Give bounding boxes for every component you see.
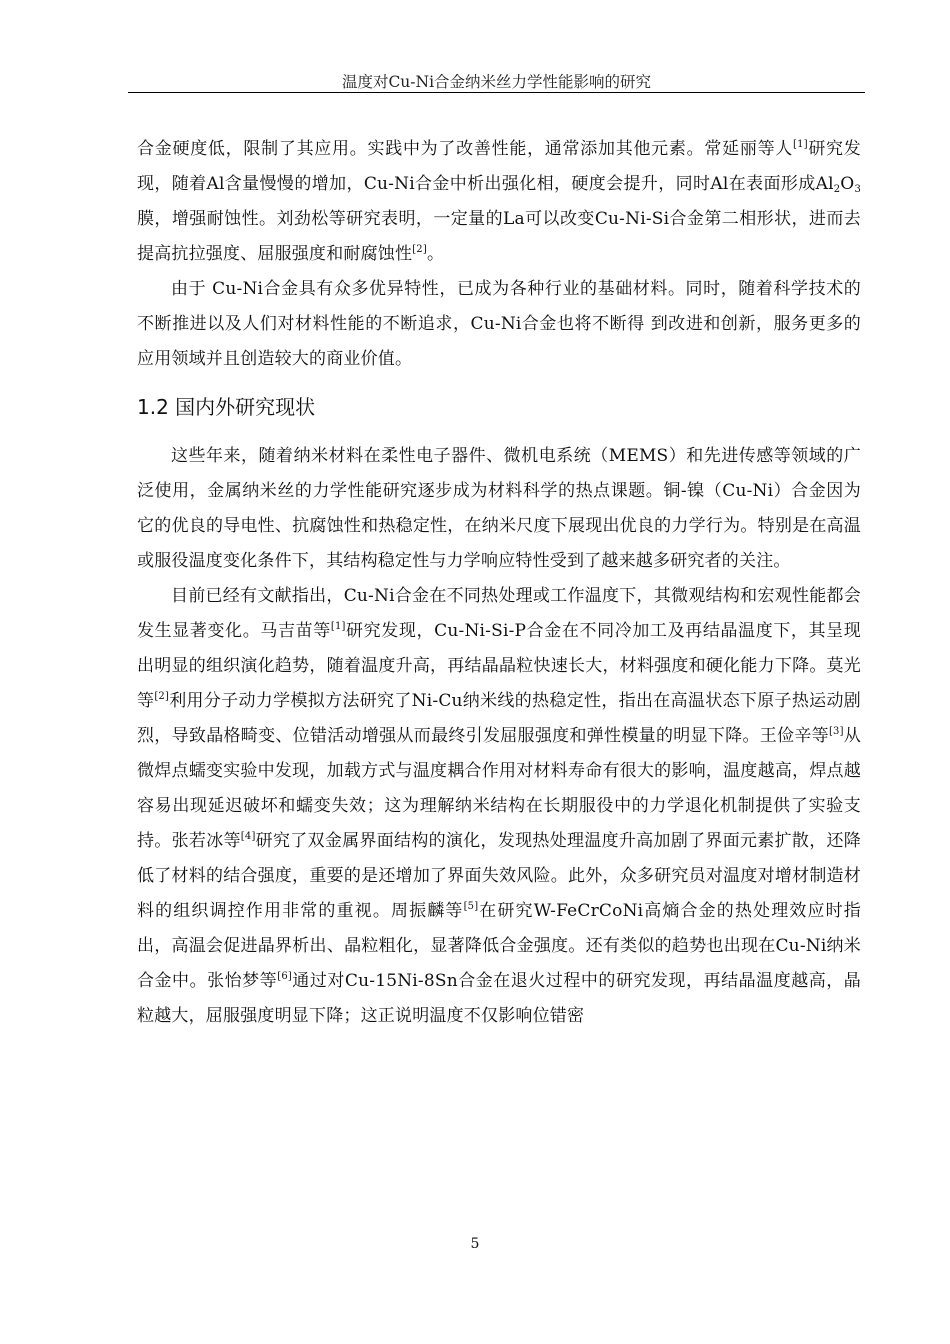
text-run: 膜，增强耐蚀性。刘劲松等研究表明，一定量的La可以改变Cu-Ni-Si合金第二相形状，进而去提高抗拉强度、屈服强度和耐腐蚀性 <box>137 209 861 264</box>
text-run: 利用分子动力学模拟方法研究了Ni-Cu纳米线的热稳定性，指出在高温状态下原子热运动剧烈，导致晶格畸变、位错活动增强从而最终引发屈服强度和弹性模量的明显下降。王俭辛等 <box>137 691 861 746</box>
subscript: 3 <box>854 184 861 195</box>
citation: [3] <box>828 726 844 737</box>
text-run: 在研究W-FeCrCoNi高熵合金的热处理效应时指出，高温会促进晶界析出、晶粒粗化，显著降低合金强度。还有类似的趋势也出现在Cu-Ni纳米合金中。张怡梦等 <box>137 901 861 991</box>
header-rule <box>128 92 865 93</box>
section-heading: 1.2 国内外研究现状 <box>137 395 316 419</box>
text-run: O <box>840 174 855 194</box>
text-run: 通过对Cu-15Ni-8Sn合金在退火过程中的研究发现，再结晶温度越高，晶粒越大，屈服强度明显下降；这正说明温度不仅影响位错密 <box>137 971 861 1026</box>
citation: [6] <box>277 971 292 982</box>
text-run: 研究发现，Cu-Ni-Si-P合金在不同冷加工及再结晶温度下，其呈现出明显的组织演化趋势，随着温度升高，再结晶晶粒快速长大，材料强度和硬化能力下降。莫光等 <box>137 621 862 711</box>
citation: [1] <box>793 139 808 150</box>
page-number: 5 <box>470 1236 480 1252</box>
citation: [1] <box>330 621 346 632</box>
text-run: 合金硬度低，限制了其应用。实践中为了改善性能，通常添加其他元素。常延丽等人 <box>137 139 794 159</box>
running-header: 温度对Cu-Ni合金纳米丝力学性能影响的研究 <box>341 73 652 91</box>
text-run: 。 <box>426 244 445 264</box>
paragraph <box>137 132 861 272</box>
text-run: 从微焊点蠕变实验中发现，加载方式与温度耦合作用对材料寿命有很大的影响，温度越高，焊点越容易出现延迟破坏和蠕变失效；这为理解纳米结构在长期服役中的力学退化机制提供了实验支持。张若冰等 <box>137 726 862 851</box>
citation: [2] <box>412 244 427 255</box>
text-run: 目前已经有文献指出，Cu-Ni合金在不同热处理或工作温度下，其微观结构和宏观性能都会发生显著变化。马吉苗等 <box>137 586 861 641</box>
subscript: 2 <box>833 184 841 195</box>
paragraph <box>137 579 861 1034</box>
citation: [2] <box>154 691 170 702</box>
body-text <box>137 132 861 1034</box>
text-run: 研究了双金属界面结构的演化，发现热处理温度升高加剧了界面元素扩散，还降低了材料的结合强度，重要的是还增加了界面失效风险。此外，众多研究员对温度对增材制造材料的组织调控作用非常的重视。周振麟等 <box>137 831 862 921</box>
paragraph: 这些年来，随着纳米材料在柔性电子器件、微机电系统（MEMS）和先进传感等领域的广泛使用，金属纳米丝的力学性能研究逐步成为材料科学的热点课题。铜-镍（Cu-Ni）合金因为它的优良的导电性、抗腐蚀性和热稳定性，在纳米尺度下展现出优良的力学行为。特别是在高温或服役温度变化条件下，其结构稳定性与力学响应特性受到了越来越多研究者的关注。 <box>137 446 861 571</box>
citation: [5] <box>463 901 479 912</box>
text-run: 研究发现，随着Al含量慢慢的增加，Cu-Ni合金中析出强化相，硬度会提升，同时Al在表面形成Al <box>137 139 861 194</box>
paragraph: 由于 Cu-Ni合金具有众多优异特性，已成为各种行业的基础材料。同时，随着科学技术的不断推进以及人们对材料性能的不断追求，Cu-Ni合金也将不断得 到改进和创新，服务更多的应用领域并且创造较大的商业价值。 <box>137 279 861 369</box>
citation: [4] <box>240 831 256 842</box>
